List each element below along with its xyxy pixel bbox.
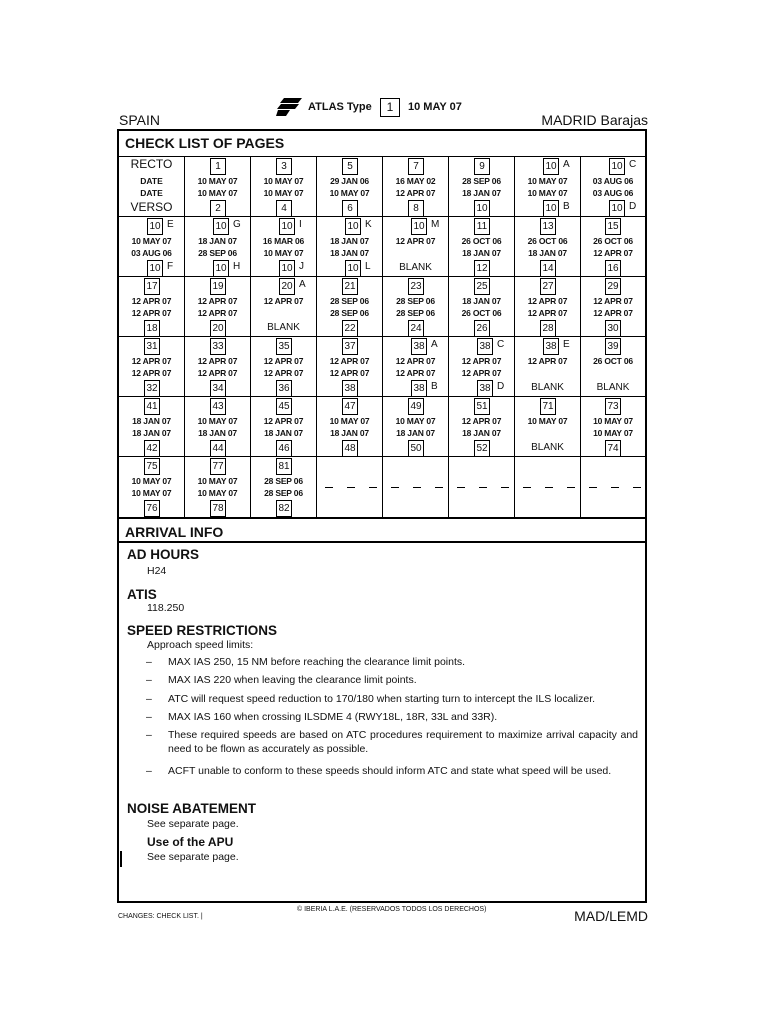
checklist-cell bbox=[119, 157, 185, 217]
recto-page-number: 39 bbox=[605, 338, 621, 355]
verso-date: 18 JAN 07 bbox=[462, 188, 501, 198]
verso-page-number: 10 bbox=[147, 260, 163, 277]
verso-date: 12 APR 07 bbox=[263, 368, 304, 378]
bullet-dash: – bbox=[146, 729, 152, 741]
recto-date: 18 JAN 07 bbox=[462, 296, 501, 306]
apu-text: See separate page. bbox=[147, 851, 239, 863]
bullet-dash: – bbox=[146, 765, 152, 777]
verso-date: 10 MAY 07 bbox=[197, 488, 238, 498]
verso-page-number: 38 bbox=[411, 380, 427, 397]
recto-page-suffix: C bbox=[497, 339, 505, 350]
checklist-cell bbox=[251, 157, 317, 217]
verso-date: 12 APR 07 bbox=[593, 308, 633, 318]
verso-page-number: 8 bbox=[408, 200, 424, 217]
verso-page-number: 38 bbox=[342, 380, 358, 397]
checklist-cell bbox=[515, 337, 581, 397]
verso-page-number: 10 bbox=[609, 200, 625, 217]
recto-date: 10 MAY 07 bbox=[329, 416, 370, 426]
verso-date: 18 JAN 07 bbox=[396, 428, 435, 438]
speed-restriction-item bbox=[146, 655, 638, 669]
recto-date: 12 APR 07 bbox=[395, 356, 436, 366]
noise-abatement-heading: NOISE ABATEMENT bbox=[127, 801, 257, 816]
recto-page-number: 25 bbox=[474, 278, 490, 295]
type-number-box: 1 bbox=[380, 98, 400, 117]
verso-blank: BLANK bbox=[399, 262, 432, 273]
empty-dash bbox=[523, 487, 531, 488]
bullet-dash: – bbox=[146, 674, 152, 686]
apu-heading: Use of the APU bbox=[147, 835, 234, 849]
recto-page-number: 81 bbox=[276, 458, 292, 475]
verso-date: 28 SEP 06 bbox=[396, 308, 435, 318]
verso-page-number: 24 bbox=[408, 320, 424, 337]
verso-date: 18 JAN 07 bbox=[330, 248, 369, 258]
checklist-cell bbox=[515, 217, 581, 277]
recto-date: 28 SEP 06 bbox=[264, 476, 303, 486]
checklist-grid bbox=[119, 157, 645, 517]
checklist-cell bbox=[317, 277, 383, 337]
recto-date: 12 APR 07 bbox=[131, 296, 172, 306]
recto-page-suffix: K bbox=[365, 219, 372, 230]
checklist-cell bbox=[581, 217, 645, 277]
verso-page-number: 18 bbox=[144, 320, 160, 337]
checklist-cell bbox=[383, 157, 449, 217]
recto-date: 10 MAY 07 bbox=[263, 176, 304, 186]
recto-page-suffix: G bbox=[233, 219, 241, 230]
checklist-cell bbox=[449, 457, 515, 517]
recto-page-number: 33 bbox=[210, 338, 226, 355]
recto-date: 10 MAY 07 bbox=[197, 176, 238, 186]
checklist-cell bbox=[119, 457, 185, 517]
verso-blank: BLANK bbox=[531, 382, 564, 393]
empty-dash bbox=[545, 487, 553, 488]
recto-page-number: 13 bbox=[540, 218, 556, 235]
recto-page-number: 27 bbox=[540, 278, 556, 295]
checklist-cell bbox=[581, 397, 645, 457]
verso-page-number: 74 bbox=[605, 440, 621, 457]
recto-page-number: 7 bbox=[408, 158, 424, 175]
speed-restriction-text: ACFT unable to conform to these speeds should inform ATC and state what speed will be used. bbox=[168, 765, 612, 777]
recto-page-number: 38 bbox=[543, 338, 559, 355]
recto-page-number: 75 bbox=[144, 458, 160, 475]
recto-page-number: 19 bbox=[210, 278, 226, 295]
recto-date: 10 MAY 07 bbox=[197, 476, 238, 486]
noise-abatement-text: See separate page. bbox=[147, 818, 239, 830]
recto-page-number: 43 bbox=[210, 398, 226, 415]
verso-date: 18 JAN 07 bbox=[462, 248, 501, 258]
checklist-cell bbox=[185, 397, 251, 457]
row-label-verso: VERSO bbox=[130, 200, 173, 214]
bullet-dash: – bbox=[146, 711, 152, 723]
verso-date: 03 AUG 06 bbox=[131, 248, 172, 258]
verso-date: 12 APR 07 bbox=[395, 368, 436, 378]
recto-page-suffix: A bbox=[431, 339, 438, 350]
verso-date: 12 APR 07 bbox=[197, 368, 238, 378]
checklist-title: CHECK LIST OF PAGES bbox=[119, 131, 645, 157]
revision-bar bbox=[120, 851, 122, 867]
checklist-cell bbox=[251, 397, 317, 457]
recto-date: 12 APR 07 bbox=[527, 356, 568, 366]
verso-page-number: 22 bbox=[342, 320, 358, 337]
recto-date: 10 MAY 07 bbox=[395, 416, 436, 426]
checklist-cell bbox=[581, 157, 645, 217]
verso-page-number: 48 bbox=[342, 440, 358, 457]
recto-date: 12 APR 07 bbox=[197, 296, 238, 306]
recto-page-number: 77 bbox=[210, 458, 226, 475]
verso-page-number: 20 bbox=[210, 320, 226, 337]
empty-dash bbox=[589, 487, 597, 488]
recto-date: 10 MAY 07 bbox=[593, 416, 633, 426]
recto-date: 10 MAY 07 bbox=[527, 176, 568, 186]
empty-dash bbox=[633, 487, 641, 488]
recto-date: 12 APR 07 bbox=[197, 356, 238, 366]
recto-date: 12 APR 07 bbox=[395, 236, 436, 246]
recto-page-number: 47 bbox=[342, 398, 358, 415]
checklist-cell bbox=[449, 277, 515, 337]
checklist-cell bbox=[119, 337, 185, 397]
speed-restriction-text: ATC will request speed reduction to 170/180 when starting turn to intercept the ILS localizer. bbox=[168, 693, 596, 705]
checklist-cell bbox=[383, 397, 449, 457]
recto-page-number: 1 bbox=[210, 158, 226, 175]
recto-page-suffix: A bbox=[563, 159, 570, 170]
verso-date: 28 SEP 06 bbox=[330, 308, 369, 318]
verso-blank: BLANK bbox=[531, 442, 564, 453]
verso-date: 18 JAN 07 bbox=[330, 428, 369, 438]
empty-dash bbox=[435, 487, 443, 488]
verso-page-number: 32 bbox=[144, 380, 160, 397]
checklist-cell bbox=[449, 397, 515, 457]
airport-label: MADRID Barajas bbox=[541, 112, 648, 128]
speed-restriction-item bbox=[146, 764, 638, 794]
speed-restriction-text: MAX IAS 220 when leaving the clearance limit points. bbox=[168, 674, 417, 686]
recto-date: 12 APR 07 bbox=[263, 416, 304, 426]
ad-hours-heading: AD HOURS bbox=[127, 547, 200, 562]
verso-date: 10 MAY 07 bbox=[197, 188, 238, 198]
recto-page-number: 17 bbox=[144, 278, 160, 295]
recto-date: 18 JAN 07 bbox=[132, 416, 171, 426]
recto-page-number: 20 bbox=[279, 278, 295, 295]
copyright-note: © IBERIA L.A.E. (RESERVADOS TODOS LOS DERECHOS) bbox=[297, 906, 487, 913]
verso-page-number: 2 bbox=[210, 200, 226, 217]
speed-restriction-item bbox=[146, 692, 638, 706]
empty-dash bbox=[391, 487, 399, 488]
checklist-cell bbox=[251, 457, 317, 517]
verso-page-number: 52 bbox=[474, 440, 490, 457]
changes-note: CHANGES: CHECK LIST. | bbox=[118, 913, 203, 920]
verso-page-number: 38 bbox=[477, 380, 493, 397]
checklist-cell bbox=[119, 277, 185, 337]
empty-dash bbox=[347, 487, 355, 488]
recto-date: 12 APR 07 bbox=[527, 296, 568, 306]
checklist-cell bbox=[185, 217, 251, 277]
recto-page-number: 10 bbox=[411, 218, 427, 235]
recto-page-number: 38 bbox=[411, 338, 427, 355]
recto-date: 03 AUG 06 bbox=[592, 176, 634, 186]
recto-page-number: 3 bbox=[276, 158, 292, 175]
speed-restriction-item bbox=[146, 728, 638, 758]
bullet-dash: – bbox=[146, 656, 152, 668]
recto-page-number: 41 bbox=[144, 398, 160, 415]
arrival-info-title: ARRIVAL INFO bbox=[119, 517, 645, 543]
recto-page-number: 37 bbox=[342, 338, 358, 355]
verso-date: 12 APR 07 bbox=[593, 248, 633, 258]
recto-date: 28 SEP 06 bbox=[396, 296, 435, 306]
checklist-cell bbox=[449, 337, 515, 397]
checklist-cell bbox=[185, 457, 251, 517]
recto-page-number: 11 bbox=[474, 218, 490, 235]
recto-page-number: 15 bbox=[605, 218, 621, 235]
recto-page-number: 45 bbox=[276, 398, 292, 415]
verso-date: 03 AUG 06 bbox=[592, 188, 634, 198]
verso-date: 12 APR 07 bbox=[197, 308, 238, 318]
recto-date: 12 APR 07 bbox=[263, 296, 304, 306]
empty-dash bbox=[369, 487, 377, 488]
verso-page-suffix: J bbox=[299, 261, 304, 272]
checklist-cell bbox=[515, 157, 581, 217]
recto-page-suffix: E bbox=[167, 219, 174, 230]
recto-date: 10 MAY 07 bbox=[527, 416, 568, 426]
recto-page-number: 10 bbox=[609, 158, 625, 175]
recto-page-suffix: I bbox=[299, 219, 302, 230]
recto-date: 10 MAY 07 bbox=[197, 416, 238, 426]
page-frame bbox=[117, 129, 647, 903]
recto-date: 10 MAY 07 bbox=[131, 476, 172, 486]
verso-date: 28 SEP 06 bbox=[264, 488, 303, 498]
verso-date: 10 MAY 07 bbox=[263, 188, 304, 198]
recto-date: 12 APR 07 bbox=[329, 356, 370, 366]
publisher-label: ATLAS Type bbox=[308, 101, 372, 113]
verso-page-number: 30 bbox=[605, 320, 621, 337]
checklist-cell bbox=[317, 457, 383, 517]
verso-blank: BLANK bbox=[596, 382, 630, 393]
verso-date: 12 APR 07 bbox=[131, 308, 172, 318]
verso-date: 10 MAY 07 bbox=[527, 188, 568, 198]
recto-date: 26 OCT 06 bbox=[527, 236, 568, 246]
verso-page-number: 28 bbox=[540, 320, 556, 337]
checklist-cell bbox=[251, 217, 317, 277]
edition-date: 10 MAY 07 bbox=[408, 101, 462, 113]
verso-page-number: 78 bbox=[210, 500, 226, 517]
recto-date: 18 JAN 07 bbox=[330, 236, 369, 246]
speed-restriction-item bbox=[146, 710, 638, 724]
recto-page-number: 51 bbox=[474, 398, 490, 415]
checklist-cell bbox=[515, 397, 581, 457]
country-label: SPAIN bbox=[119, 112, 160, 128]
checklist-cell bbox=[317, 337, 383, 397]
atlas-logo-icon bbox=[276, 98, 302, 116]
verso-page-number: 10 bbox=[474, 200, 490, 217]
recto-page-number: 23 bbox=[408, 278, 424, 295]
verso-page-suffix: D bbox=[497, 381, 505, 392]
verso-page-number: 10 bbox=[213, 260, 229, 277]
verso-page-suffix: L bbox=[365, 261, 371, 272]
recto-page-number: 31 bbox=[144, 338, 160, 355]
verso-date: 12 APR 07 bbox=[395, 188, 436, 198]
recto-date: 28 SEP 06 bbox=[330, 296, 369, 306]
checklist-cell bbox=[383, 277, 449, 337]
row-label-recto: RECTO bbox=[130, 157, 173, 171]
recto-date: 26 OCT 06 bbox=[461, 236, 502, 246]
recto-date: 29 JAN 06 bbox=[330, 176, 369, 186]
ad-hours-value: H24 bbox=[147, 565, 167, 577]
verso-date: 18 JAN 07 bbox=[528, 248, 567, 258]
verso-date: 10 MAY 07 bbox=[593, 428, 633, 438]
checklist-cell bbox=[317, 157, 383, 217]
verso-date: 12 APR 07 bbox=[329, 368, 370, 378]
checklist-cell bbox=[449, 157, 515, 217]
empty-dash bbox=[413, 487, 421, 488]
checklist-cell bbox=[515, 277, 581, 337]
recto-page-number: 73 bbox=[605, 398, 621, 415]
verso-page-number: 46 bbox=[276, 440, 292, 457]
recto-page-number: 10 bbox=[213, 218, 229, 235]
verso-page-number: 44 bbox=[210, 440, 226, 457]
speed-restriction-item bbox=[146, 673, 638, 687]
checklist-cell bbox=[251, 337, 317, 397]
checklist-cell bbox=[515, 457, 581, 517]
verso-date: 26 OCT 06 bbox=[461, 308, 502, 318]
verso-page-number: 82 bbox=[276, 500, 292, 517]
checklist-cell bbox=[185, 277, 251, 337]
recto-date: 28 SEP 06 bbox=[462, 176, 501, 186]
recto-date: 12 APR 07 bbox=[461, 356, 502, 366]
checklist-cell bbox=[383, 337, 449, 397]
empty-dash bbox=[479, 487, 487, 488]
verso-page-number: 10 bbox=[279, 260, 295, 277]
recto-page-number: 49 bbox=[408, 398, 424, 415]
verso-date: 10 MAY 07 bbox=[329, 188, 370, 198]
recto-page-suffix: M bbox=[431, 219, 440, 230]
verso-page-number: 12 bbox=[474, 260, 490, 277]
recto-date: 26 OCT 06 bbox=[593, 236, 633, 246]
recto-page-number: 10 bbox=[147, 218, 163, 235]
verso-date: 28 SEP 06 bbox=[198, 248, 237, 258]
recto-page-number: 38 bbox=[477, 338, 493, 355]
verso-page-suffix: B bbox=[431, 381, 438, 392]
recto-date: 12 APR 07 bbox=[461, 416, 502, 426]
recto-page-number: 10 bbox=[543, 158, 559, 175]
row-label-date: DATE bbox=[140, 188, 163, 198]
row-label-date: DATE bbox=[140, 176, 163, 186]
verso-date: 12 APR 07 bbox=[461, 368, 502, 378]
recto-date: 10 MAY 07 bbox=[131, 236, 172, 246]
checklist-cell bbox=[581, 277, 645, 337]
verso-page-number: 50 bbox=[408, 440, 424, 457]
recto-page-number: 29 bbox=[605, 278, 621, 295]
checklist-cell bbox=[251, 277, 317, 337]
recto-date: 18 JAN 07 bbox=[198, 236, 237, 246]
speed-restriction-text: MAX IAS 250, 15 NM before reaching the clearance limit points. bbox=[168, 656, 466, 668]
checklist-cell bbox=[383, 217, 449, 277]
verso-page-number: 10 bbox=[345, 260, 361, 277]
recto-page-number: 71 bbox=[540, 398, 556, 415]
verso-date: 10 MAY 07 bbox=[131, 488, 172, 498]
verso-page-number: 36 bbox=[276, 380, 292, 397]
recto-page-number: 5 bbox=[342, 158, 358, 175]
verso-date: 18 JAN 07 bbox=[462, 428, 501, 438]
speed-intro: Approach speed limits: bbox=[147, 639, 254, 651]
verso-page-number: 26 bbox=[474, 320, 490, 337]
verso-date: 18 JAN 07 bbox=[198, 428, 237, 438]
verso-page-number: 14 bbox=[540, 260, 556, 277]
airport-code: MAD/LEMD bbox=[574, 908, 648, 924]
recto-page-number: 10 bbox=[279, 218, 295, 235]
verso-page-number: 42 bbox=[144, 440, 160, 457]
recto-page-suffix: A bbox=[299, 279, 306, 290]
verso-page-number: 16 bbox=[605, 260, 621, 277]
recto-page-number: 9 bbox=[474, 158, 490, 175]
checklist-cell bbox=[383, 457, 449, 517]
speed-restriction-text: These required speeds are based on ATC procedures requirement to maximize arrival capacity and need to be flown as accurately as possible. bbox=[168, 729, 638, 755]
verso-date: 18 JAN 07 bbox=[132, 428, 171, 438]
verso-page-suffix: D bbox=[629, 201, 637, 212]
checklist-cell bbox=[581, 457, 645, 517]
checklist-cell bbox=[581, 337, 645, 397]
recto-date: 12 APR 07 bbox=[593, 296, 633, 306]
empty-dash bbox=[567, 487, 575, 488]
recto-date: 16 MAR 06 bbox=[262, 236, 305, 246]
checklist-cell bbox=[119, 217, 185, 277]
verso-page-suffix: H bbox=[233, 261, 241, 272]
recto-date: 12 APR 07 bbox=[131, 356, 172, 366]
empty-dash bbox=[611, 487, 619, 488]
atis-frequency: 118.250 bbox=[147, 602, 185, 614]
recto-page-number: 35 bbox=[276, 338, 292, 355]
recto-date: 12 APR 07 bbox=[263, 356, 304, 366]
verso-page-number: 6 bbox=[342, 200, 358, 217]
checklist-cell bbox=[449, 217, 515, 277]
verso-page-number: 34 bbox=[210, 380, 226, 397]
verso-date: 12 APR 07 bbox=[527, 308, 568, 318]
verso-page-number: 76 bbox=[144, 500, 160, 517]
verso-page-suffix: F bbox=[167, 261, 174, 272]
checklist-cell bbox=[317, 217, 383, 277]
empty-dash bbox=[501, 487, 509, 488]
verso-blank: BLANK bbox=[267, 322, 300, 333]
recto-page-number: 21 bbox=[342, 278, 358, 295]
atis-heading: ATIS bbox=[127, 587, 157, 602]
verso-page-suffix: B bbox=[563, 201, 570, 212]
verso-page-number: 10 bbox=[543, 200, 559, 217]
recto-page-suffix: C bbox=[629, 159, 637, 170]
verso-date: 10 MAY 07 bbox=[263, 248, 304, 258]
verso-date: 12 APR 07 bbox=[131, 368, 172, 378]
checklist-cell bbox=[185, 157, 251, 217]
verso-date: 18 JAN 07 bbox=[264, 428, 303, 438]
recto-date: 16 MAY 02 bbox=[395, 176, 436, 186]
checklist-cell bbox=[317, 397, 383, 457]
empty-dash bbox=[457, 487, 465, 488]
empty-dash bbox=[325, 487, 333, 488]
checklist-cell bbox=[119, 397, 185, 457]
speed-restriction-text: MAX IAS 160 when crossing ILSDME 4 (RWY18L, 18R, 33L and 33R). bbox=[168, 711, 498, 723]
recto-page-number: 10 bbox=[345, 218, 361, 235]
recto-date: 26 OCT 06 bbox=[593, 356, 633, 366]
recto-page-suffix: E bbox=[563, 339, 570, 350]
bullet-dash: – bbox=[146, 693, 152, 705]
speed-restrictions-heading: SPEED RESTRICTIONS bbox=[127, 623, 278, 638]
verso-page-number: 4 bbox=[276, 200, 292, 217]
checklist-cell bbox=[185, 337, 251, 397]
